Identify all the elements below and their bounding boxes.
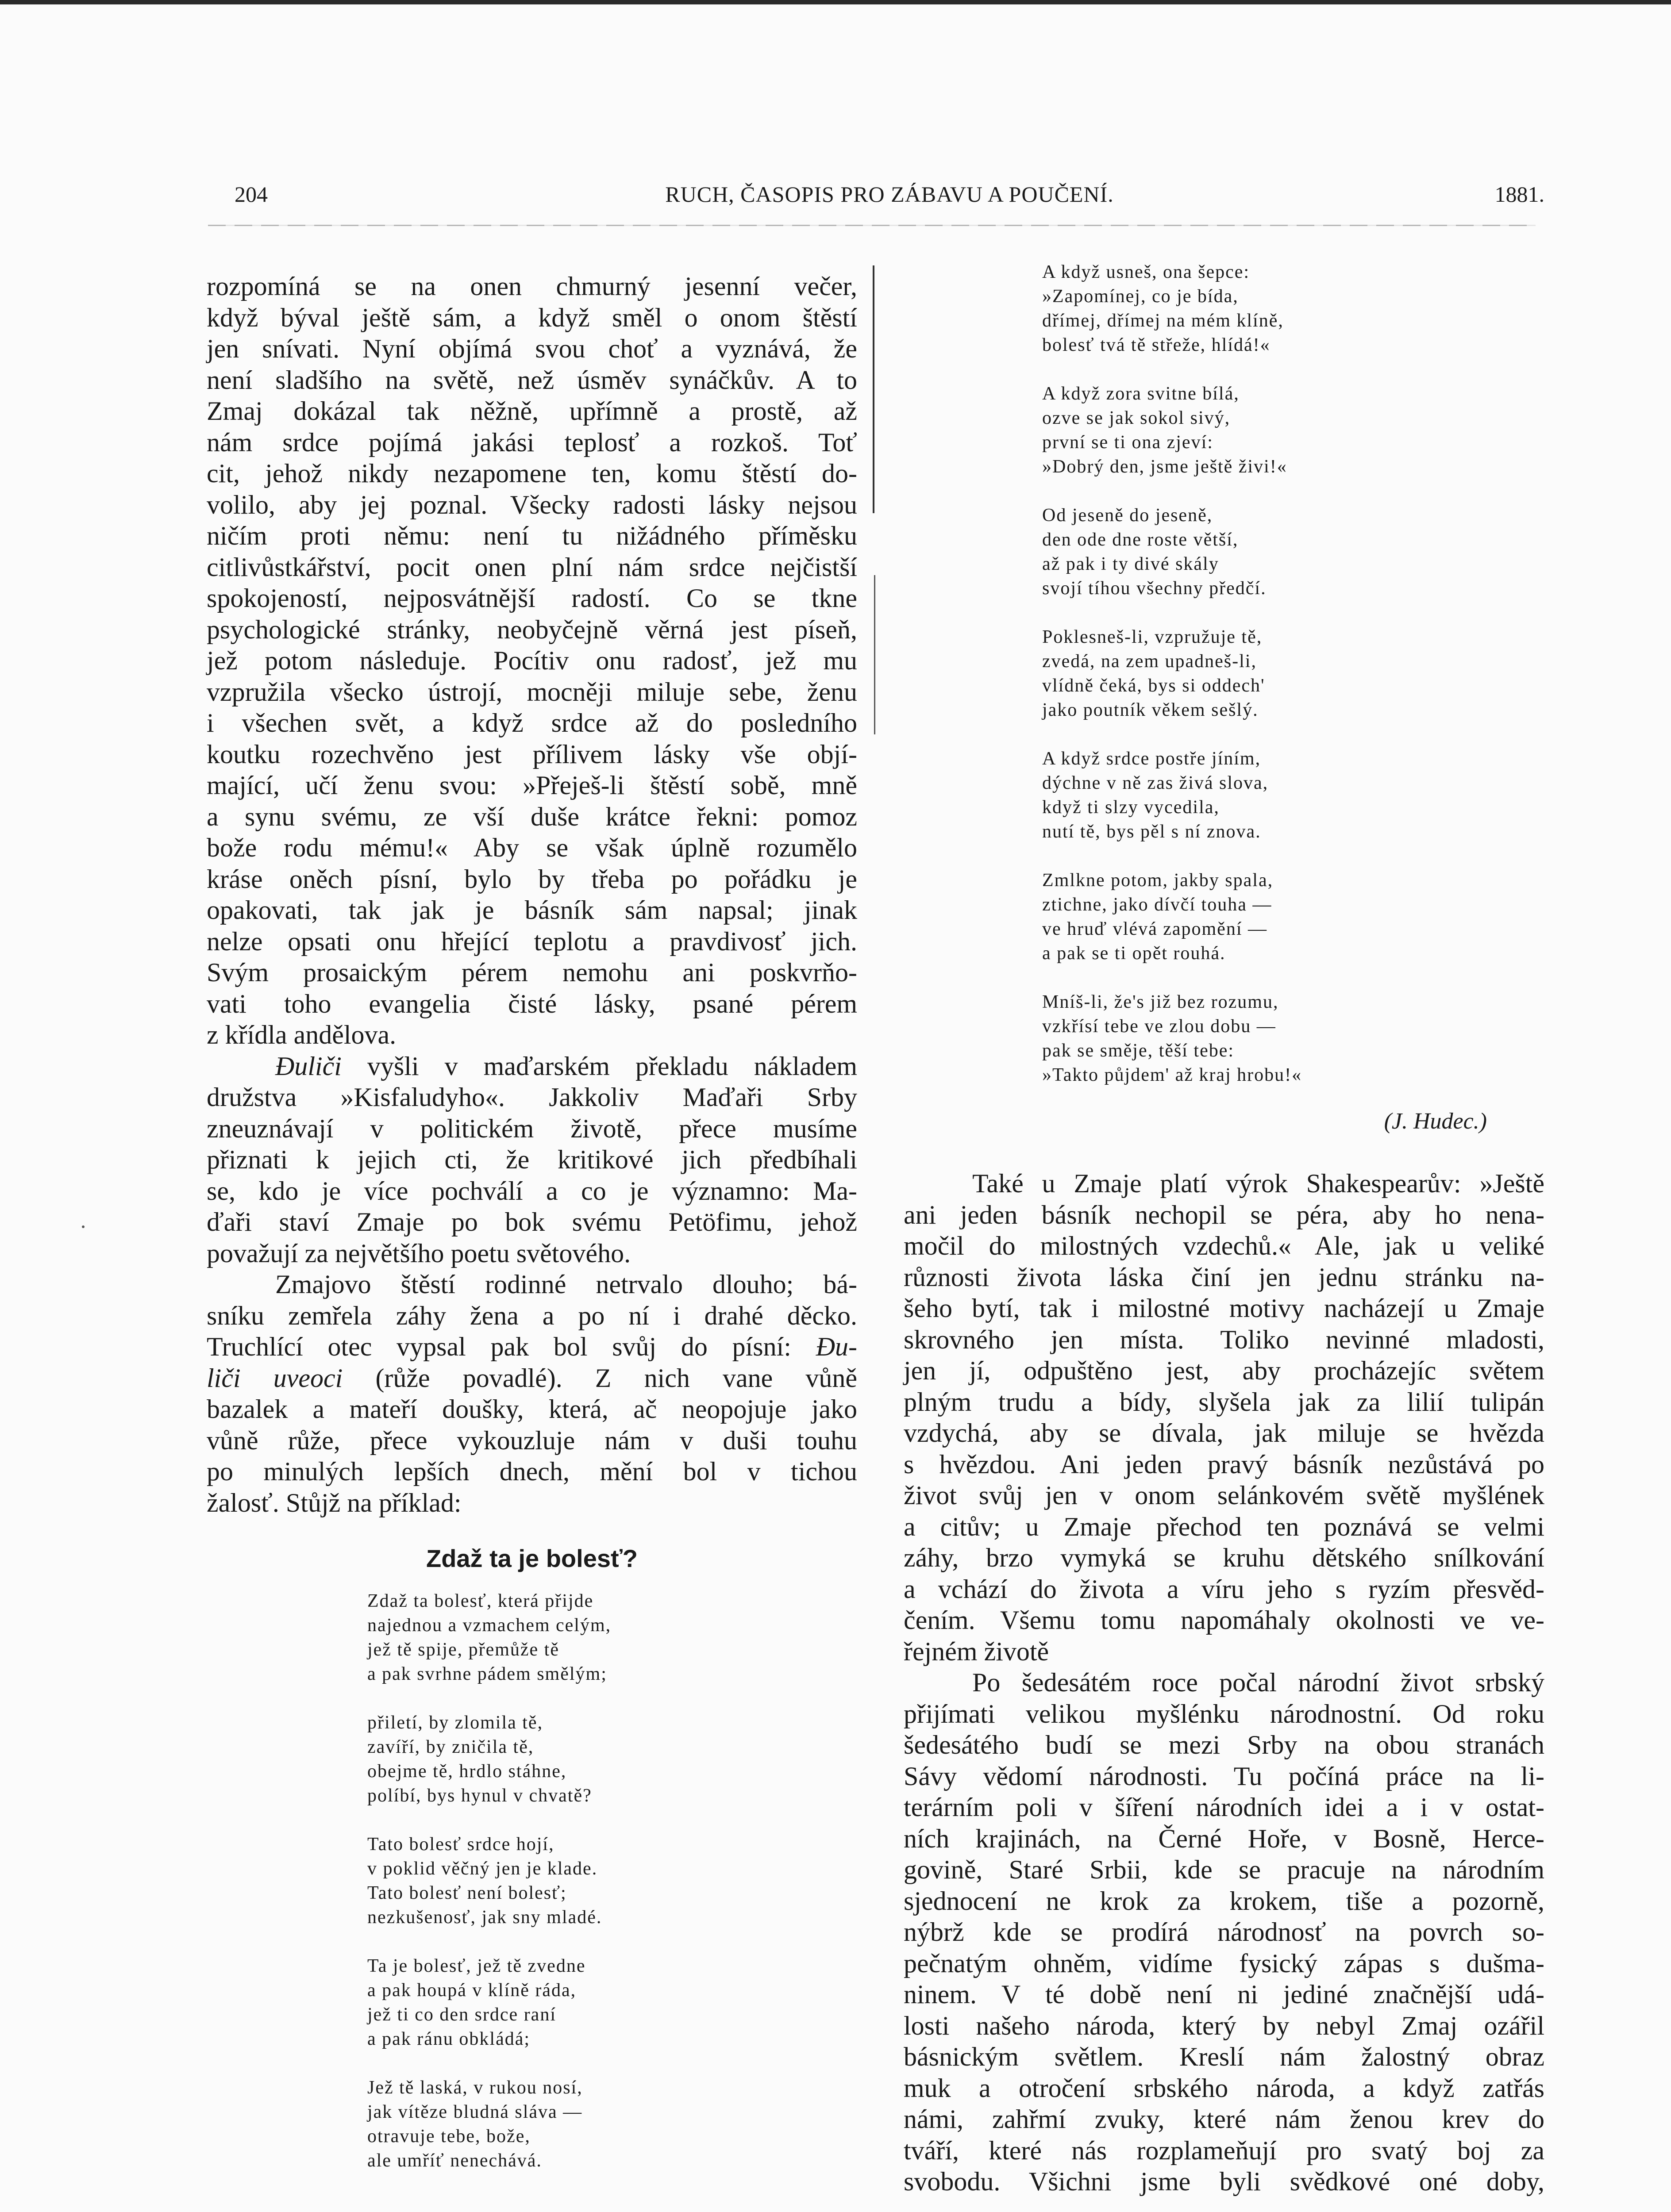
column-divider (874, 575, 875, 734)
poem-line: a pak ránu obkládá; (367, 2029, 531, 2049)
right-column-text (904, 1168, 1544, 2197)
text-line: terárním poli v šíření národních idei a i v ostat- (904, 1793, 1544, 1822)
text-line: bože rodu mému!« Aby se však úplně rozumělo (207, 833, 857, 862)
text-line: básnickým světlem. Kreslí nám žalostný obraz (904, 2042, 1544, 2071)
poem-line: ale umříť nenechává. (367, 2151, 542, 2171)
text-line: šedesátého budí se mezi Srby na obou stranách (904, 1730, 1544, 1759)
poem-left-part (367, 1589, 611, 2173)
poem-line: Tato bolesť není bolesť; (367, 1883, 567, 1903)
text-line: skrovného jen místa. Toliko nevinné mladosti, (904, 1325, 1544, 1354)
poem-line: když ti slzy vycedila, (1042, 797, 1220, 818)
poem-line: jako poutník věkem sešlý. (1042, 700, 1259, 720)
text-line: a citův; u Zmaje přechod ten poznává se velmi (904, 1512, 1544, 1541)
poem-line: »Dobrý den, jsme ještě živi!« (1042, 457, 1287, 477)
poem-line: a pak houpá v klíně ráda, (367, 1980, 577, 2001)
poem-line: »Zapomínej, co je bída, (1042, 286, 1239, 307)
text-line: zneuznávají v politickém životě, přece musíme (207, 1114, 857, 1143)
text-line (207, 1051, 857, 1082)
stanza-gap (367, 1808, 611, 1832)
text-line: šeho bytí, tak i milostné motivy nacházejí u Zmaje (904, 1294, 1544, 1323)
poem-line: ztichne, jako dívčí touha — (1042, 895, 1272, 915)
text-line: citlivůstkářství, pocit onen plní nám srdce nejčistší (207, 552, 857, 582)
text-line: jen jí, odpuštěno jest, aby procházejíc světem (904, 1356, 1544, 1385)
poem-line: jak vítěze bludná sláva — (367, 2102, 583, 2122)
text-line: z křídla andělova. (207, 1020, 397, 1049)
poem-line: Od jeseně do jeseně, (1042, 505, 1213, 526)
text-line: jen snívati. Nyní objímá svou choť a vyznává, že (207, 334, 857, 363)
text-segment: Truchlící otec vypsal pak bol svůj do písní: (207, 1332, 816, 1361)
text-line: a vchází do života a víru jeho s ryzím přesvěd- (904, 1574, 1544, 1604)
text-line: Zmajovo štěstí rodinné netrvalo dlouho; bá- (275, 1270, 857, 1299)
text-line: různosti života láska činí jen jednu stránku na- (904, 1262, 1544, 1292)
poem-line: najednou a vzmachem celým, (367, 1615, 612, 1636)
text-line: vzdychá, aby se dívala, jak miluje se hvězda (904, 1418, 1544, 1448)
poem-line: první se ti ona zjeví: (1042, 432, 1213, 453)
italic-title: Đuliči (275, 1051, 342, 1081)
poem-line: a pak svrhne pádem smělým; (367, 1664, 607, 1684)
running-header (235, 181, 1544, 217)
journal-title: RUCH, ČASOPIS PRO ZÁBAVU A POUČENÍ. (665, 182, 1114, 207)
text-line: rozpomíná se na onen chmurný jesenní večer, (207, 272, 857, 301)
poem-line: v poklid věčný jen je klade. (367, 1859, 598, 1879)
poem-line: Ta je bolesť, jež tě zvedne (367, 1956, 586, 1976)
text-line: govině, Staré Srbii, kde se pracuje na národním (904, 1855, 1544, 1884)
poem-line: A když zora svitne bílá, (1042, 384, 1240, 404)
poem-line: »Takto půjdem' až kraj hrobu!« (1042, 1065, 1302, 1085)
poem-line: Jež tě laská, v rukou nosí, (367, 2078, 583, 2098)
text-line: pečnatým ohněm, vidíme fysický zápas s dušma- (904, 1948, 1544, 1978)
poem-line: den ode dne roste větší, (1042, 530, 1239, 550)
text-line: ních krajinách, na Černé Hoře, v Bosně, Herce- (904, 1824, 1544, 1853)
poem-line: pak se směje, těší tebe: (1042, 1041, 1235, 1061)
text-line: Také u Zmaje platí výrok Shakespearův: »Ještě (972, 1169, 1544, 1198)
poem-line: svojí tíhou všechny předčí. (1042, 578, 1267, 599)
poem-line: ozve se jak sokol sivý, (1042, 408, 1231, 428)
text-line: čením. Všemu tomu napomáhaly okolnosti ve ve- (904, 1605, 1544, 1635)
poem-line: přiletí, by zlomila tě, (367, 1713, 543, 1733)
text-line: a synu svému, ze vší duše krátce řekni: pomoz (207, 802, 857, 831)
text-line: nelze opsati onu hřející teplotu a pravdivosť jich. (207, 926, 857, 956)
text-line: mající, učí ženu svou: »Přeješ-li štěstí sobě, mně (207, 771, 857, 800)
poem-line: až pak i ty divé skály (1042, 554, 1219, 574)
poem-line: zvedá, na zem upadneš-li, (1042, 651, 1257, 672)
poem-line: vlídně čeká, bys si oddech' (1042, 676, 1265, 696)
poem-line: jež ti co den srdce raní (367, 2005, 556, 2025)
text-line: kráse oněch písní, bylo by třeba po pořádku je (207, 864, 857, 894)
header-rule (208, 225, 1536, 226)
poem-line: dřímej, dřímej na mém klíně, (1042, 311, 1284, 331)
text-line: nýbrž kde se prodírá národnosť na povrch so- (904, 1917, 1544, 1947)
scan-speck (82, 1225, 85, 1228)
text-line: řejném životě (904, 1636, 1049, 1666)
text-line: cit, jehož nikdy nezapomene ten, komu štěstí do- (207, 459, 857, 488)
text-line: volilo, aby jej poznal. Všecky radosti lásky nejsou (207, 490, 857, 519)
poem-line: Tato bolesť srdce hojí, (367, 1834, 554, 1855)
text-line: ani jeden básník nechopil se péra, aby ho nena- (904, 1200, 1544, 1229)
text-line: vati toho evangelia čisté lásky, psané pérem (207, 989, 857, 1018)
text-line: tváří, které nás rozplameňují pro svatý boj za (904, 2135, 1544, 2165)
text-line: se, kdo je více pochválí a co je významno: Ma- (207, 1176, 857, 1206)
text-line: losti našeho národa, který by nebyl Zmaj ozářil (904, 2011, 1544, 2040)
text-segment: (růže povadlé). Z nich vane vůně (343, 1363, 858, 1393)
text-line: koutku rozechvěno jest přílivem lásky vše objí- (207, 739, 857, 769)
text-line: spokojeností, nejposvátnější radostí. Co se tkne (207, 584, 857, 613)
stanza-gap (1042, 844, 1302, 868)
poem-line: A když srdce postře jíním, (1042, 749, 1261, 769)
text-line (207, 1331, 857, 1363)
text-line: vůně růže, přece vykouzluje nám v duši touhu (207, 1425, 857, 1455)
italic-title: Đu- (816, 1332, 857, 1361)
poem-line: Poklesneš-li, vzpružuje tě, (1042, 627, 1263, 647)
poem-line: nutí tě, bys pěl s ní znova. (1042, 822, 1261, 842)
text-line: když býval ještě sám, a když směl o onom štěstí (207, 303, 857, 332)
text-line: i všechen svět, a když srdce až do posledního (207, 708, 857, 737)
poem-line: Zdaž ta bolesť, která přijde (367, 1591, 594, 1611)
text-line: považují za největšího poetu světového. (207, 1238, 631, 1268)
column-divider (873, 265, 874, 513)
text-line: záhy, brzo vymyká se kruhu dětského snílkování (904, 1543, 1544, 1572)
stanza-gap (1042, 601, 1302, 625)
text-line: bazalek a mateří doušky, která, ač neopojuje jako (207, 1394, 857, 1424)
text-line: sjednocení ne krok za krokem, tiše a pozorně, (904, 1886, 1544, 1916)
poem-line: Mníš-li, že's již bez rozumu, (1042, 992, 1279, 1012)
poem-line: vzkřísí tebe ve zlou dobu — (1042, 1016, 1276, 1037)
text-line: svobodu. Všichni jsme byli svědkové oné doby, (904, 2167, 1544, 2196)
text-line: po minulých lepších dnech, mění bol v tichou (207, 1457, 857, 1486)
text-line: ďaři staví Zmaje po bok svému Petöfimu, jehož (207, 1207, 857, 1237)
text-line: vzpružila všecko ústrojí, mocněji miluje sebe, ženu (207, 677, 857, 707)
text-line: jež potom následuje. Pocítiv onu radosť, jež mu (207, 646, 857, 675)
text-line: nám srdce pojímá jakási teplosť a rozkoš. Toť (207, 427, 857, 457)
text-line: psychologické stránky, neobyčejně věrná jest píseň, (207, 614, 857, 644)
text-line: Po šedesátém roce počal národní život srbský (972, 1668, 1544, 1697)
text-line: s hvězdou. Ani jeden pravý básník nezůstává po (904, 1449, 1544, 1479)
text-line: opakovati, tak jak je básník sám napsal; jinak (207, 895, 857, 925)
text-line: muk a otročení srbského národa, a když zatřás (904, 2073, 1544, 2103)
poem-line: ve hruď vlévá zapomění — (1042, 919, 1267, 939)
text-line: není sladšího na světě, než úsměv synáčkův. A to (207, 365, 857, 395)
year: 1881. (1494, 182, 1544, 207)
text-line: Svým prosaickým pérem nemohu ani poskvrňo- (207, 958, 857, 987)
text-line: močil do milostných vzdechů.« Ale, jak u veliké (904, 1231, 1544, 1260)
poem-line: A když usneš, ona šepce: (1042, 262, 1250, 282)
text-segment: vyšli v maďarském překladu nákladem (341, 1051, 857, 1081)
stanza-gap (367, 2051, 611, 2076)
stanza-gap (1042, 966, 1302, 990)
left-column-text (207, 271, 857, 1518)
poem-right-part (1042, 260, 1302, 1087)
stanza-gap (1042, 357, 1302, 382)
text-line: žalosť. Stůjž na příklad: (207, 1488, 462, 1517)
text-line: ninem. V té době není ni jediné značnější udá- (904, 1980, 1544, 2009)
stanza-gap (367, 1930, 611, 1954)
text-line: ničím proti němu: není tu nižádného příměsku (207, 521, 857, 550)
text-line: život svůj jen v onom selánkovém světě myšlének (904, 1481, 1544, 1510)
text-line: Sávy vědomí národnosti. Tu počíná práce na li- (904, 1761, 1544, 1791)
poem-line: a pak se ti opět rouhá. (1042, 943, 1226, 964)
stanza-gap (1042, 479, 1302, 503)
poem-attribution: (J. Hudec.) (1384, 1109, 1487, 1134)
text-line: přijímati velikou myšlénku národnostní. Od roku (904, 1699, 1544, 1728)
poem-line: zavíří, by zničila tě, (367, 1737, 534, 1757)
poem-line: Zmlkne potom, jakby spala, (1042, 870, 1274, 891)
scan-edge-top (0, 0, 1671, 4)
text-line (207, 1363, 857, 1394)
poem-line: políbí, bys hynul v chvatě? (367, 1786, 592, 1806)
poem-line: bolesť tvá tě střeže, hlídá!« (1042, 335, 1271, 355)
text-line: družstva »Kisfaludyho«. Jakkoliv Maďaři Srby (207, 1083, 857, 1112)
poem-line: jež tě spije, přemůže tě (367, 1640, 559, 1660)
text-line: plným trudu a bídy, slyšela jak za lilií tulipán (904, 1387, 1544, 1417)
stanza-gap (367, 1686, 611, 1711)
text-line: námi, zahřmí zvuky, které nám ženou krev do (904, 2104, 1544, 2134)
poem-title: Zdaž ta je bolesť? (426, 1544, 638, 1572)
poem-line: nezkušenosť, jak sny mladé. (367, 1907, 602, 1928)
poem-line: otravuje tebe, bože, (367, 2126, 531, 2147)
italic-title: liči uveoci (207, 1363, 343, 1393)
poem-line: obejme tě, hrdlo stáhne, (367, 1761, 567, 1782)
stanza-gap (1042, 722, 1302, 747)
text-line: Zmaj dokázal tak něžně, upřímně a prostě, až (207, 396, 857, 426)
page-number: 204 (235, 182, 268, 207)
text-line: přiznati k jejich cti, že kritikové jich předbíhali (207, 1145, 857, 1174)
poem-line: dýchne v ně zas živá slova, (1042, 773, 1269, 793)
text-line: sníku zemřela záhy žena a po ní i drahé děcko. (207, 1301, 857, 1330)
